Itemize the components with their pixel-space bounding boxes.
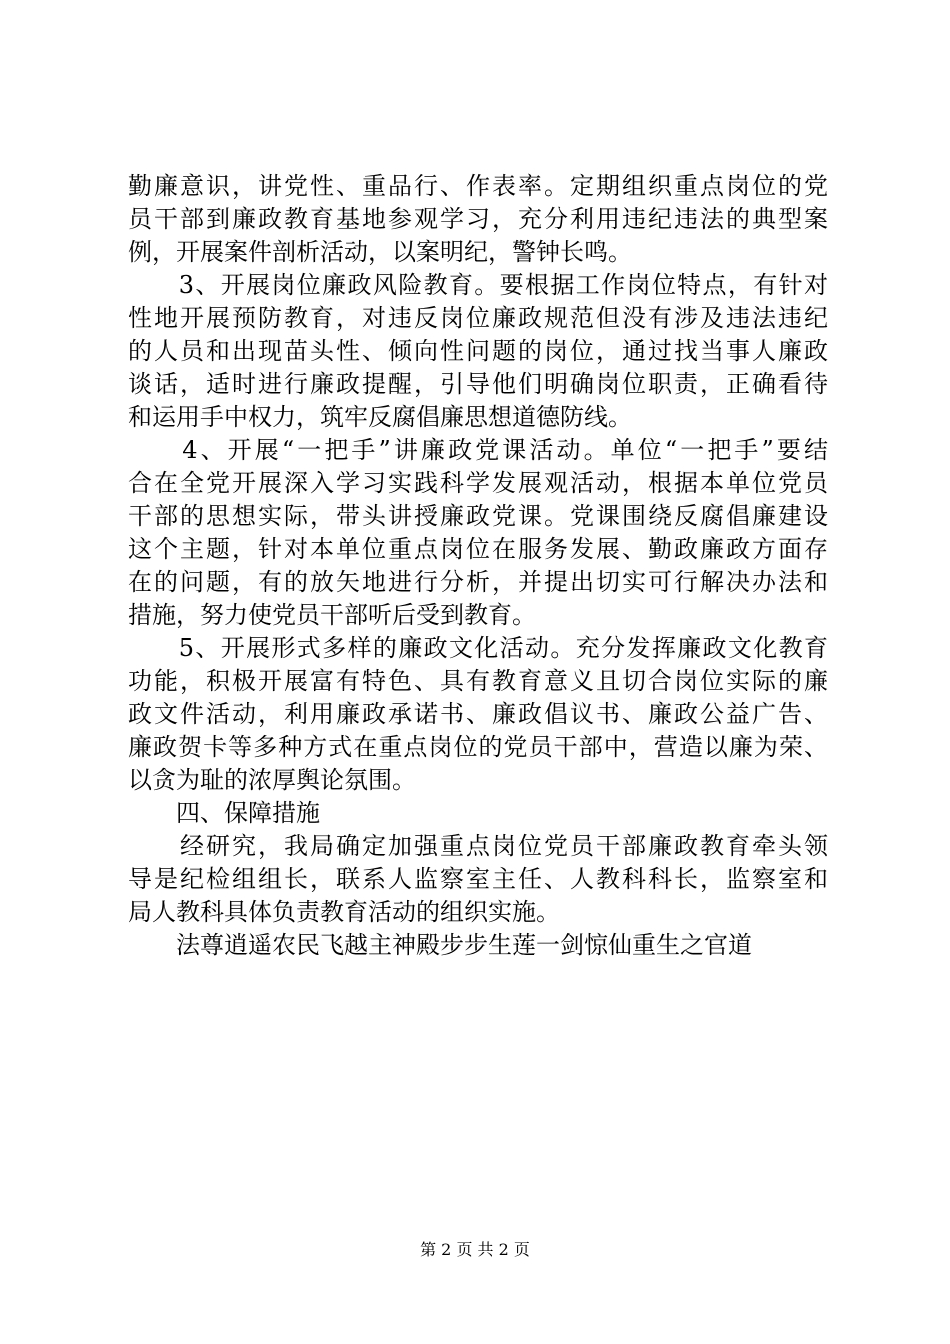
page-number-footer: 第 2 页 共 2 页 [420,1240,530,1259]
document-line: 的人员和出现苗头性、倾向性问题的岗位，通过找当事人廉政 [128,337,828,365]
document-line: 干部的思想实际，带头讲授廉政党课。党课围绕反腐倡廉建设 [128,502,828,530]
document-line: 在的问题，有的放矢地进行分析，并提出切实可行解决办法和 [128,568,828,596]
document-line: 政文件活动，利用廉政承诺书、廉政倡议书、廉政公益广告、 [128,700,828,728]
document-line: 员干部到廉政教育基地参观学习，充分利用违纪违法的典型案 [128,205,828,233]
document-line: 局人教科具体负责教育活动的组织实施。 [128,898,560,926]
document-line: 勤廉意识，讲党性、重品行、作表率。定期组织重点岗位的党 [128,172,828,200]
document-line: 廉政贺卡等多种方式在重点岗位的党员干部中，营造以廉为荣、 [128,733,828,761]
document-line: 法尊逍遥农民飞越主神殿步步生莲一剑惊仙重生之官道 [128,931,752,959]
document-line: 经研究，我局确定加强重点岗位党员干部廉政教育牵头领 [128,832,828,860]
document-line: 例，开展案件剖析活动，以案明纪，警钟长鸣。 [128,238,632,266]
document-line: 这个主题，针对本单位重点岗位在服务发展、勤政廉政方面存 [128,535,828,563]
document-line: 3、开展岗位廉政风险教育。要根据工作岗位特点，有针对 [128,271,828,299]
document-line: 功能，积极开展富有特色、具有教育意义且切合岗位实际的廉 [128,667,828,695]
document-line: 四、保障措施 [128,799,320,827]
document-line: 合在全党开展深入学习实践科学发展观活动，根据本单位党员 [128,469,828,497]
document-line: 导是纪检组组长，联系人监察室主任、人教科科长，监察室和 [128,865,828,893]
document-line: 4、开展“一把手”讲廉政党课活动。单位“一把手”要结 [128,436,828,464]
document-line: 和运用手中权力，筑牢反腐倡廉思想道德防线。 [128,403,632,431]
document-line: 性地开展预防教育，对违反岗位廉政规范但没有涉及违法违纪 [128,304,828,332]
document-line: 5、开展形式多样的廉政文化活动。充分发挥廉政文化教育 [128,634,828,662]
document-line: 以贪为耻的浓厚舆论氛围。 [128,766,416,794]
document-line: 措施，努力使党员干部听后受到教育。 [128,601,536,629]
document-line: 谈话，适时进行廉政提醒，引导他们明确岗位职责，正确看待 [128,370,828,398]
document-body [128,170,828,962]
